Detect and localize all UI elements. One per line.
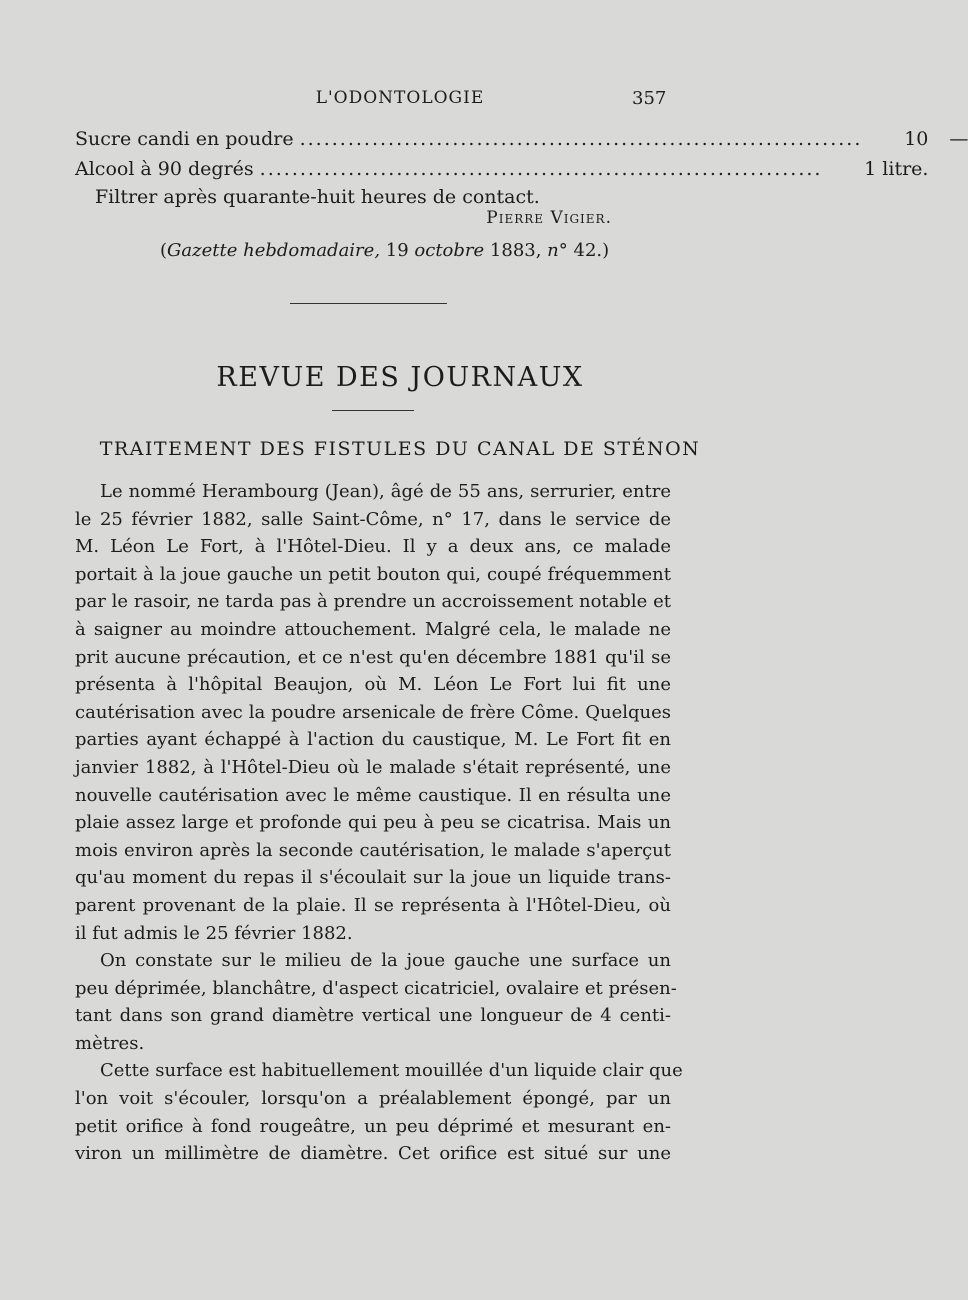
body-line: parties ayant échappé à l'action du caustique, M. Le Fort fit en	[75, 729, 671, 751]
body-line: viron un millimètre de diamètre. Cet orifice est situé sur une	[75, 1143, 671, 1165]
body-line: présenta à l'hôpital Beaujon, où M. Léon Le Fort lui fit une	[75, 674, 671, 696]
citation-day: 19	[380, 240, 415, 261]
body-line: mètres.	[75, 1032, 145, 1054]
body-line: Cette surface est habituellement mouillée d'un liquide clair que	[100, 1060, 683, 1082]
body-line: l'on voit s'écouler, lorsqu'on a préalablement épongé, par un	[75, 1088, 671, 1110]
citation-number-prefix: n°	[547, 240, 568, 261]
body-line: le 25 février 1882, salle Saint-Côme, n° 17, dans le service de	[75, 508, 671, 530]
leader-dots: ......................................................................	[299, 128, 863, 150]
body-line: petit orifice à fond rougeâtre, un peu déprimé et mesurant en-	[75, 1115, 671, 1137]
journal-name: Gazette hebdomadaire,	[167, 240, 381, 261]
body-line: portait à la joue gauche un petit bouton qui, coupé fréquemment	[75, 563, 671, 585]
recipe-unit: —	[949, 128, 968, 150]
author-signature: Pierre Vigier.	[486, 208, 612, 228]
body-line: par le rasoir, ne tarda pas à prendre un accroissement notable et	[75, 591, 671, 613]
citation-month: octobre	[414, 240, 485, 261]
body-line: à saigner au moindre attouchement. Malgré cela, le malade ne	[75, 618, 671, 640]
recipe-ingredient: Sucre candi en poudre	[75, 128, 294, 150]
section-title: REVUE DES JOURNAUX	[216, 362, 584, 393]
body-line: Le nommé Herambourg (Jean), âgé de 55 ans, serrurier, entre	[100, 481, 671, 502]
recipe-ingredient: Alcool à 90 degrés	[75, 158, 254, 180]
leader-dots: ......................................................................	[259, 158, 823, 180]
body-line: peu déprimée, blanchâtre, d'aspect cicatriciel, ovalaire et présen-	[75, 977, 677, 999]
running-head: L'ODONTOLOGIE	[315, 88, 485, 108]
body-line: qu'au moment du repas il s'écoulait sur la joue un liquide trans-	[75, 867, 671, 889]
body-line: tant dans son grand diamètre vertical une longueur de 4 centi-	[75, 1005, 671, 1027]
recipe-instruction: Filtrer après quarante-huit heures de contact.	[95, 186, 540, 208]
body-line: janvier 1882, à l'Hôtel-Dieu où le malade s'était représenté, une	[75, 756, 671, 778]
article-body	[75, 478, 683, 1168]
body-line: il fut admis le 25 février 1882.	[75, 922, 353, 944]
body-line: nouvelle cautérisation avec le même caustique. Il en résulta une	[75, 784, 671, 806]
page-number: 357	[632, 88, 667, 109]
body-line: M. Léon Le Fort, à l'Hôtel-Dieu. Il y a deux ans, ce malade	[75, 536, 671, 558]
citation-year: 1883,	[484, 240, 548, 261]
title-divider	[332, 410, 414, 411]
recipe-line	[75, 158, 929, 180]
section-divider	[290, 303, 447, 304]
recipe-quantity: 1 litre.	[864, 158, 929, 180]
body-line: On constate sur le milieu de la joue gauche une surface un	[100, 950, 671, 972]
recipe-quantity: 10	[904, 128, 929, 150]
citation	[160, 240, 609, 261]
citation-open-paren: (	[160, 240, 168, 261]
citation-number: 42.)	[567, 240, 610, 261]
body-line: parent provenant de la plaie. Il se représenta à l'Hôtel-Dieu, où	[75, 894, 671, 916]
recipe-line	[75, 128, 968, 150]
body-line: plaie assez large et profonde qui peu à peu se cicatrisa. Mais un	[75, 812, 671, 834]
body-line: cautérisation avec la poudre arsenicale de frère Côme. Quelques	[75, 701, 671, 723]
body-line: prit aucune précaution, et ce n'est qu'en décembre 1881 qu'il se	[75, 646, 671, 668]
article-title: TRAITEMENT DES FISTULES DU CANAL DE STÉNON	[99, 438, 701, 460]
body-line: mois environ après la seconde cautérisation, le malade s'aperçut	[75, 839, 671, 861]
